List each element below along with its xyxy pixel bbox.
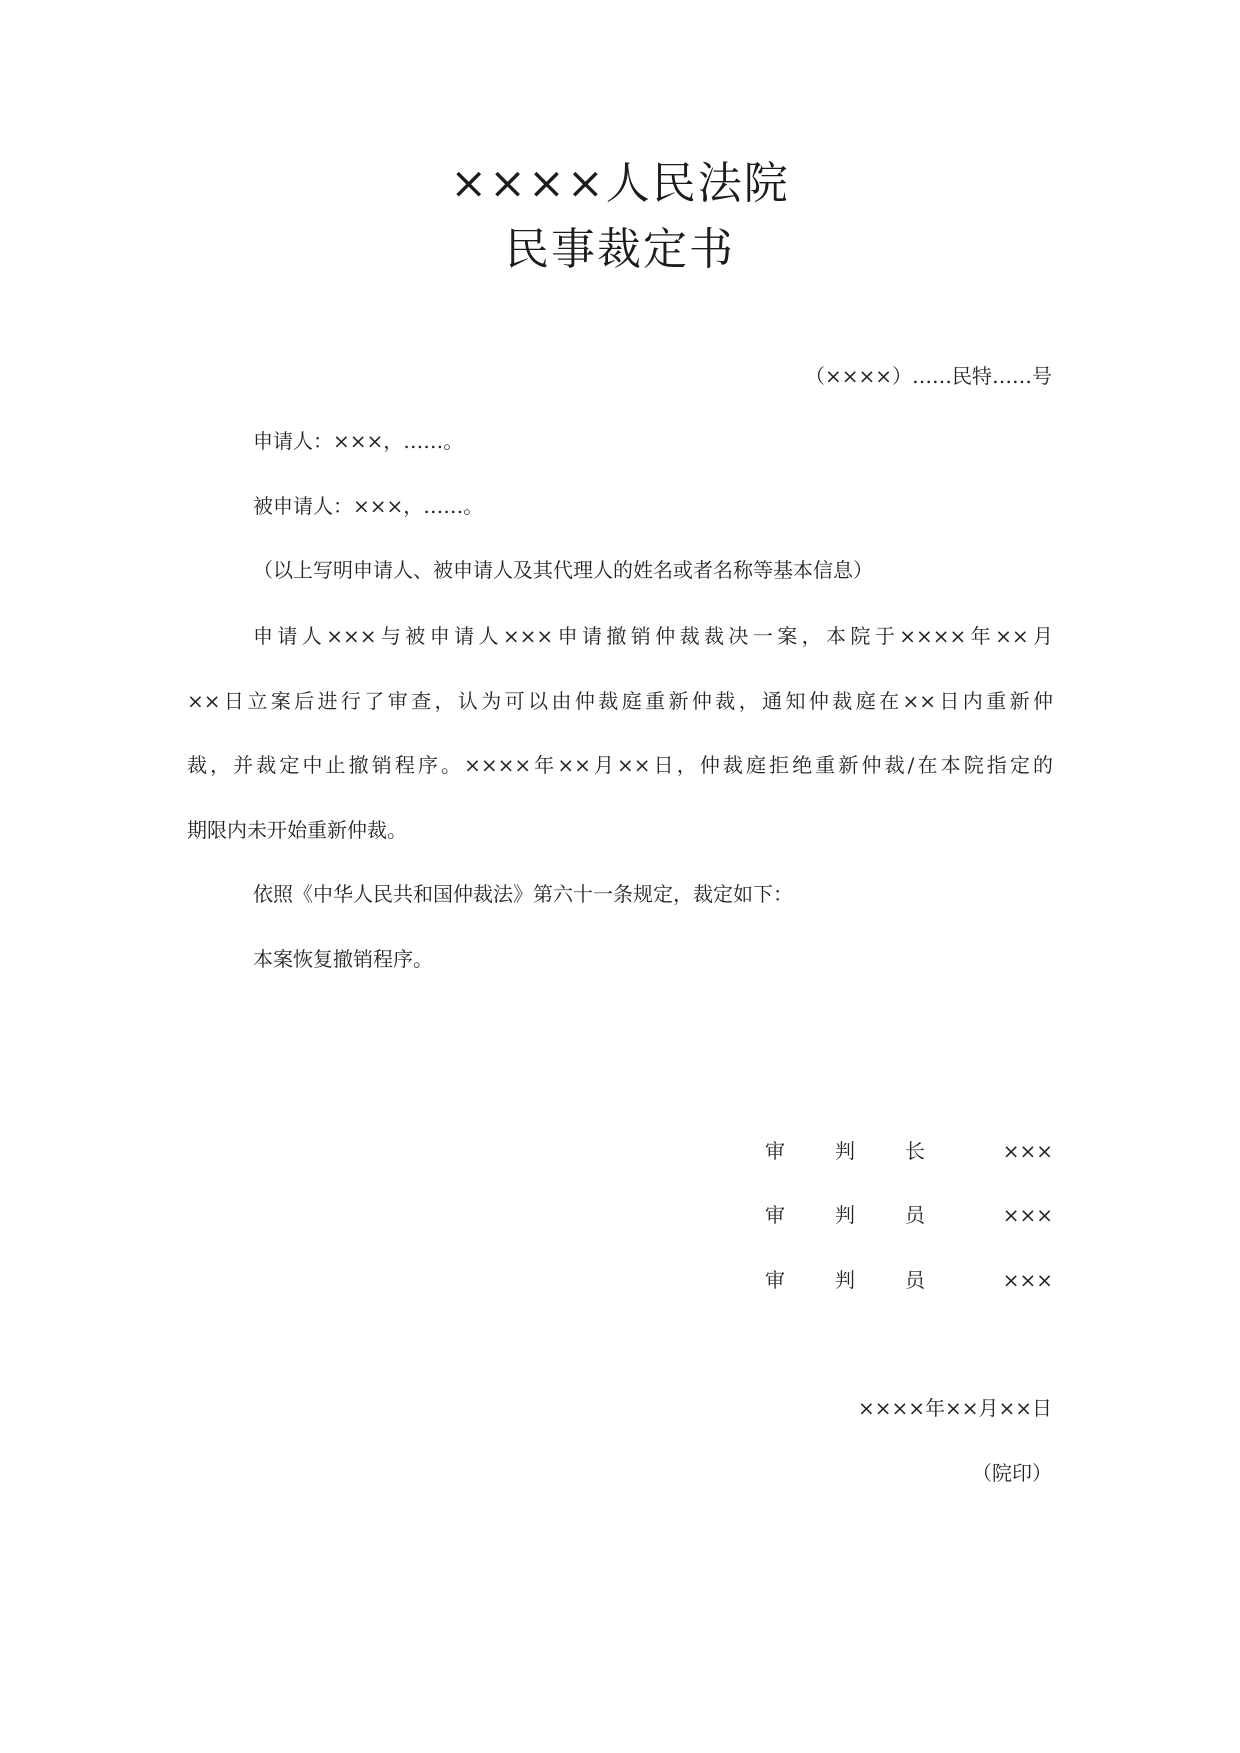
body-line-2: ××日立案后进行了审查，认为可以由仲裁庭重新仲裁，通知仲裁庭在××日内重新仲 [187,689,1053,713]
body-line-3: 裁，并裁定中止撤销程序。××××年××月××日，仲裁庭拒绝重新仲裁/在本院指定的 [187,753,1053,777]
signature-name: ××× [1002,1203,1053,1227]
role-char: 审 [765,1268,785,1292]
role-char: 员 [905,1203,925,1227]
parties-note: （以上写明申请人、被申请人及其代理人的姓名或者名称等基本信息） [253,558,873,582]
role-char: 判 [835,1268,855,1292]
signature-role [765,1270,925,1290]
signature-role [765,1141,925,1161]
court-title: ××××人民法院 [450,158,790,209]
body-line-1: 申请人×××与被申请人×××申请撤销仲裁裁决一案，本院于××××年××月 [253,624,1053,648]
role-char: 判 [835,1203,855,1227]
applicant-line: 申请人：×××，……。 [253,429,464,453]
role-char: 长 [905,1139,925,1163]
ruling-date: ××××年××月××日 [857,1396,1052,1420]
case-number: （××××）……民特……号 [804,364,1052,388]
role-char: 员 [905,1268,925,1292]
signature-name: ××× [1002,1139,1053,1163]
role-char: 判 [835,1139,855,1163]
legal-basis: 依照《中华人民共和国仲裁法》第六十一条规定，裁定如下： [253,882,793,906]
role-char: 审 [765,1203,785,1227]
signature-role [765,1205,925,1225]
document-type-title: 民事裁定书 [505,224,735,275]
signature-name: ××× [1002,1268,1053,1292]
body-line-4: 期限内未开始重新仲裁。 [187,818,407,842]
ruling: 本案恢复撤销程序。 [253,947,433,971]
role-char: 审 [765,1139,785,1163]
respondent-line: 被申请人：×××，……。 [253,494,484,518]
court-seal-label: （院印） [972,1461,1052,1485]
